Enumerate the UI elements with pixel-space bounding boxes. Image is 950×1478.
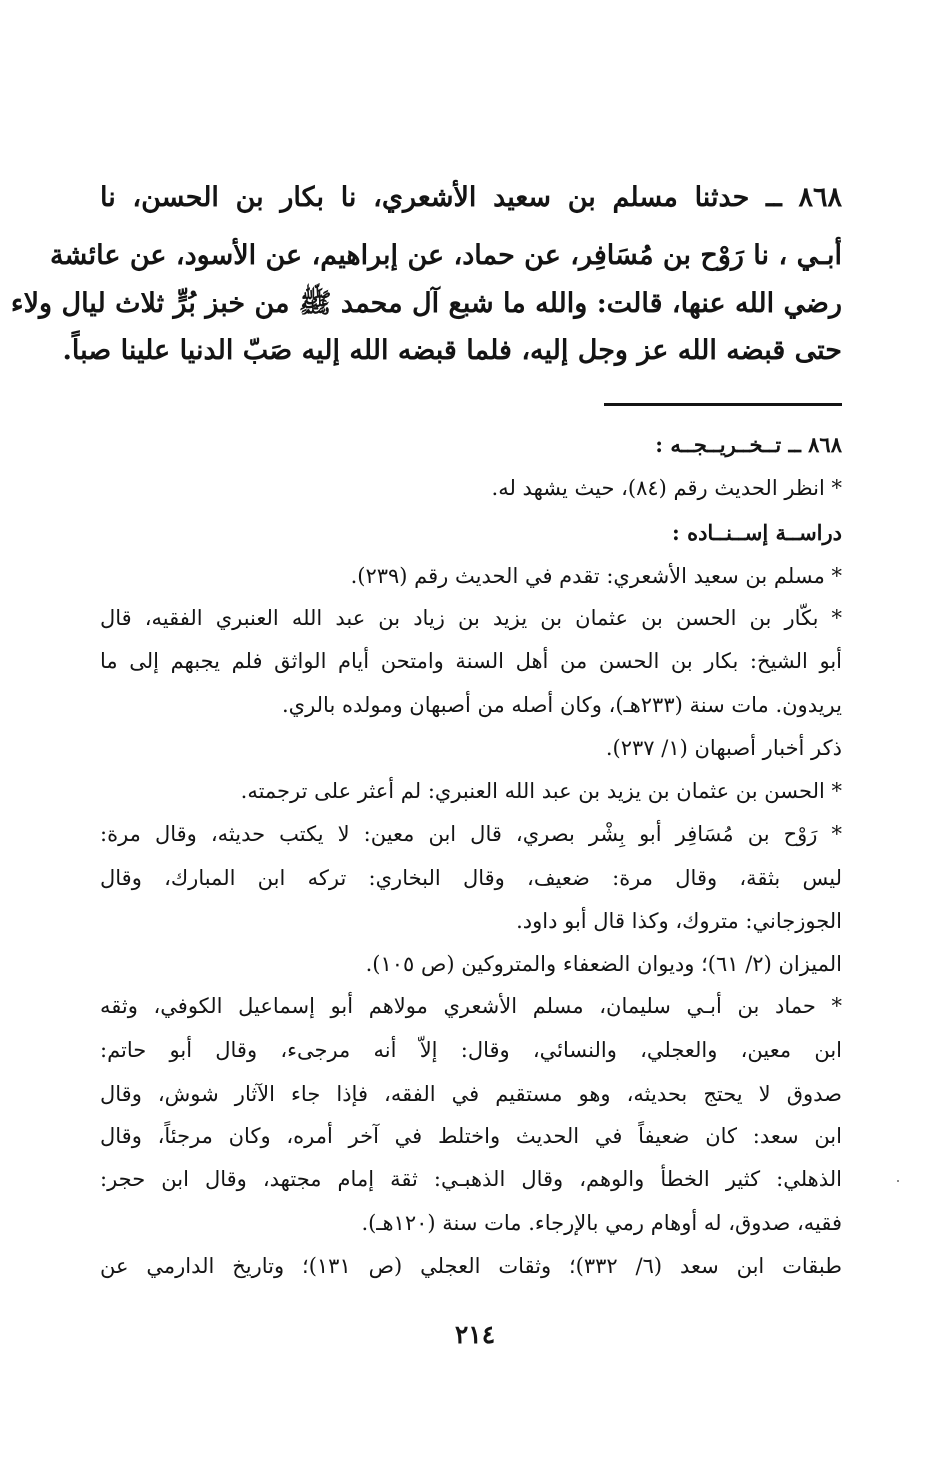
note-line: * الحسن بن عثمان بن يزيد بن عبد الله العنبري: لم أعثر على ترجمته. [240, 779, 842, 803]
footnote-separator [604, 403, 842, 406]
note-line: ذكر أخبار أصبهان (١/ ٢٣٧). [605, 736, 842, 760]
hadith-line-2: أبـي ، نا رَوْح بن مُسَافِر، عن حماد، عن إبراهيم، عن الأسود، عن عائشة [50, 240, 842, 271]
note-line: ابن سعد: كان ضعيفاً في الحديث واختلط في آخر أمره، وكان مرجئاً، وقال [100, 1124, 842, 1148]
note-line: ابن معين، والعجلي، والنسائي، وقال: إلاّ أنه مرجىء، وقال أبو حاتم: [100, 1038, 842, 1062]
hadith-line-4: حتى قبضه الله عز وجل إليه، فلما قبضه الله إليه صَبّ الدنيا علينا صباً. [62, 335, 842, 366]
note-line: * رَوْح بن مُسَافِر أبو بِشْر بصري، قال ابن معين: لا يكتب حديثه، وقال مرة: [100, 822, 842, 846]
note-line: أبو الشيخ: بكار بن الحسن من أهل السنة وامتحن أيام الواثق فلم يجبهم إلى ما [100, 649, 842, 673]
note-line: * حماد بن أبـي سليمان، مسلم الأشعري مولاهم أبو إسماعيل الكوفي، وثقه [100, 994, 842, 1018]
note-line: يريدون. مات سنة (٢٣٣هـ)، وكان أصله من أصبهان ومولده بالري. [281, 693, 842, 717]
note-line: * بكّار بن الحسن بن عثمان بن يزيد بن زياد بن عبد الله العنبري الفقيه، قال [100, 606, 842, 630]
takhrij-heading: ٨٦٨ ــ تــخــريــجــه : [655, 432, 842, 457]
note-line: الذهلي: كثير الخطأ والوهم، وقال الذهبـي: ثقة إمام مجتهد، وقال ابن حجر: [100, 1167, 842, 1191]
note-line: فقيه، صدوق، له أوهام رمي بالإرجاء. مات سنة (١٢٠هـ). [361, 1211, 842, 1235]
takhrij-text: * انظر الحديث رقم (٨٤)، حيث يشهد له. [491, 476, 842, 500]
note-line: طبقات ابن سعد (٦/ ٣٣٢)؛ وثقات العجلي (ص ١٣١)؛ وتاريخ الدارمي عن [100, 1254, 842, 1278]
note-line: الجوزجاني: متروك، وكذا قال أبو داود. [516, 909, 842, 933]
page-number: ٢١٤ [454, 1320, 496, 1349]
note-line: صدوق لا يحتج بحديثه، وهو مستقيم في الفقه، فإذا جاء الآثار شوش، وقال [100, 1082, 842, 1106]
hadith-line-1: ٨٦٨ ــ حدثنا مسلم بن سعيد الأشعري، نا بكار بن الحسن، نا [100, 182, 842, 213]
note-line: الميزان (٢/ ٦١)؛ وديوان الضعفاء والمتروكين (ص ١٠٥). [365, 952, 842, 976]
hadith-line-3: رضي الله عنها، قالت: والله ما شبع آل محمد ﷺ من خبز بُرٍّ ثلاث ليال ولاء [10, 288, 842, 319]
note-line: * مسلم بن سعيد الأشعري: تقدم في الحديث رقم (٢٣٩). [350, 564, 842, 588]
note-line: ليس بثقة، وقال مرة: ضعيف، وقال البخاري: تركه ابن المبارك، وقال [100, 866, 842, 890]
isnad-heading: دراســة إســنــاده : [672, 520, 842, 545]
scan-speck [897, 1180, 899, 1182]
